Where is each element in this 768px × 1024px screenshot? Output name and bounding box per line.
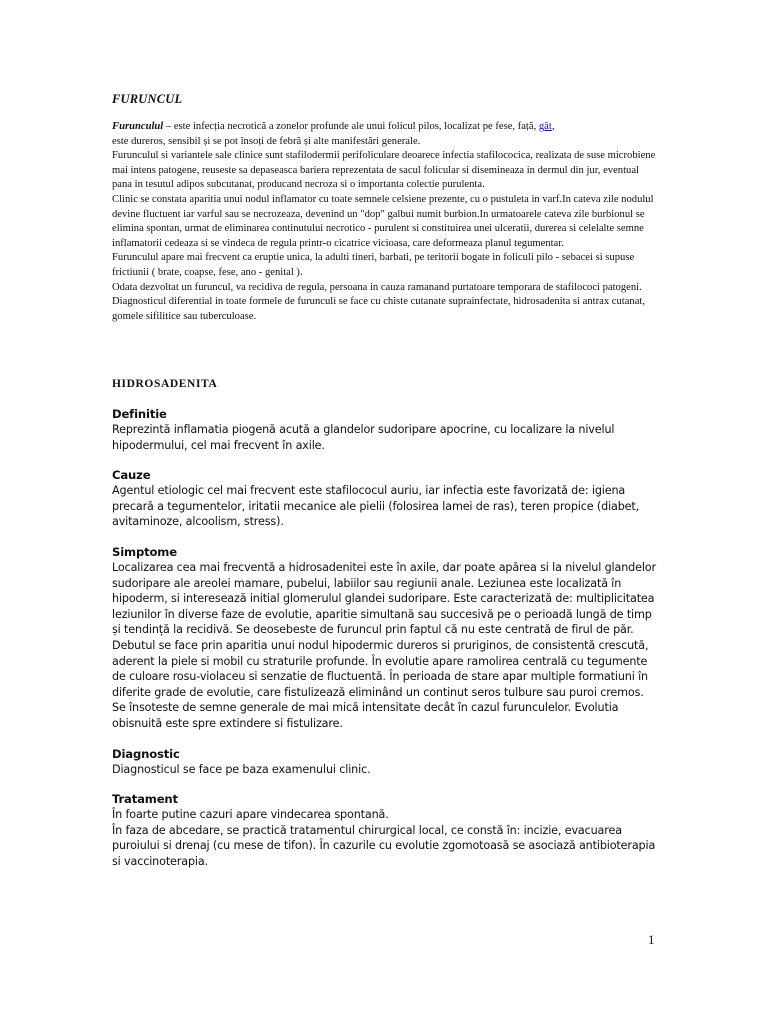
section-paragraph: Localizarea cea mai frecventă a hidrosadenitei este în axile, dar poate apărea si la nivelul glandelor sudoripare ale areolei mamare, pubelui, labiilor sau regiunii anale. Leziunea este localizată în hipoderm, si interesează initial glomerulul glandei sudoripare. Este caracterizată de: multiplicitatea leziunilor în diverse faze de evolutie, aparitie simultană sau succesivă pe o perioadă lungă de timp și tendință la recidivă. Se deosebeste de furuncul prin faptul că nu este centrată de firul de păr. bbox=[112, 560, 656, 637]
section-paragraph: În foarte putine cazuri apare vindecarea spontană. bbox=[112, 808, 389, 822]
hidrosadenita-title: HIDROSADENITA bbox=[112, 378, 218, 390]
section-title: Definitie bbox=[112, 407, 167, 421]
section-title: Simptome bbox=[112, 544, 177, 559]
gat-link[interactable]: gât bbox=[538, 121, 552, 132]
furuncul-lead: Furunculul bbox=[112, 121, 164, 132]
page-number: 1 bbox=[648, 932, 655, 947]
section-paragraph: Reprezintă inflamatia piogenă acută a glandelor sudoripare apocrine, cu localizare la nivelul hipodermului, cel mai frecvent în axile. bbox=[112, 423, 615, 452]
section-title: Tratament bbox=[112, 792, 178, 807]
furuncul-intro-end: , bbox=[551, 121, 555, 132]
furuncul-paragraph: Diagnosticul diferential in toate formele de furunculi se face cu chiste cutanate suprainfectate, hidrosadenita si antrax cutanat, gomele sifilitice sau tuberculoase. bbox=[112, 296, 645, 322]
section-paragraph: Agentul etiologic cel mai frecvent este stafilococul auriu, iar infectia este favorizată de: igiena precară a tegumentelor, iritatii mecanice ale pielii (folosirea lamei de ras), teren propice (diabet, avitaminoze, alcoolism, stress). bbox=[112, 484, 640, 529]
section-paragraph: Diagnosticul se face pe baza examenului clinic. bbox=[112, 762, 371, 776]
section-definitie bbox=[112, 406, 660, 453]
section-paragraph: În faza de abcedare, se practică tratamentul chirurgical local, ce constă în: incizie, evacuarea puroiului si drenaj (cu mese de tifon). În cazurile cu evolutie zgomotoasă se asociază antibioterapia si vaccinoterapia. bbox=[112, 823, 656, 868]
furuncul-body bbox=[112, 120, 660, 324]
section-diagnostic bbox=[112, 746, 660, 778]
section-tratament bbox=[112, 791, 660, 869]
furuncul-paragraph: Odata dezvoltat un furuncul, va recidiva de regula, persoana in cauza ramanand purtatoare temporara de stafilococi patogeni. bbox=[112, 281, 642, 293]
section-paragraph: Debutul se face prin aparitia unui nodul hipodermic dureros si pruriginos, de consistentă crescută, aderent la piele si mobil cu straturile profunde. În evolutie apare ramolirea centrală cu tegumente de culoare rosu-violaceu si senzatie de fluctuentă. În perioada de stare apar multiple formatiuni în diferite grade de evolutie, care fistulizează eliminând un continut seros tulbure sau puroi cremos. Se însoteste de semne generale de mai mică intensitate decât în cazul furunculelor. Evolutia obisnuită este spre extindere si fistulizare. bbox=[112, 638, 649, 730]
section-title: Cauze bbox=[112, 468, 151, 483]
furuncul-line2: este dureros, sensibil și se pot însoți de febră și alte manifestări generale. bbox=[112, 135, 421, 147]
furuncul-paragraph: Furunculul si variantele sale clinice sunt stafilodermii perifoliculare deoarece infectia stafilococica, realizata de suse microbiene mai intens patogene, reuseste sa depaseasca bariera reprezentata de sacul folicular si disemineaza in dermul din jur, eventual pana in tesutul adipos subcutanat, producand necroza si o importanta colectie purulenta. bbox=[112, 150, 656, 191]
furuncul-paragraph: Clinic se constata aparitia unui nodul inflamator cu toate semnele celsiene prezente, cu o pustuleta in varf.In cateva zile nodulul devine fluctuent iar varful sau se necrozeaza, devenind un "dop" galbui numit burbion.In urmatoarele cateva zile burbionul se elimina spontan, urmat de eliminarea continutului necrotico - purulent si constituirea unei ulceratii, durerea si celelalte semne inflamatorii cedeaza si se vindeca de regula printr-o cicatrice vicioasa, care deformeaza planul tegumentar. bbox=[112, 193, 654, 249]
furuncul-title: FURUNCUL bbox=[112, 92, 183, 106]
section-title: Diagnostic bbox=[112, 746, 180, 761]
furuncul-intro bbox=[112, 120, 660, 135]
furuncul-paragraph: Furunculul apare mai frecvent ca eruptie unica, la adulti tineri, barbati, pe teritorii bogate in foliculi pilo - sebacei si supuse frictiunii ( brate, coapse, fese, ano - genital ). bbox=[112, 252, 635, 278]
furuncul-intro-text: – este infecția necrotică a zonelor profunde ale unui folicul pilos, localizat pe fese, față, bbox=[163, 121, 539, 132]
section-cauze bbox=[112, 467, 660, 530]
section-simptome bbox=[112, 544, 660, 732]
hidrosadenita-body bbox=[112, 406, 660, 883]
